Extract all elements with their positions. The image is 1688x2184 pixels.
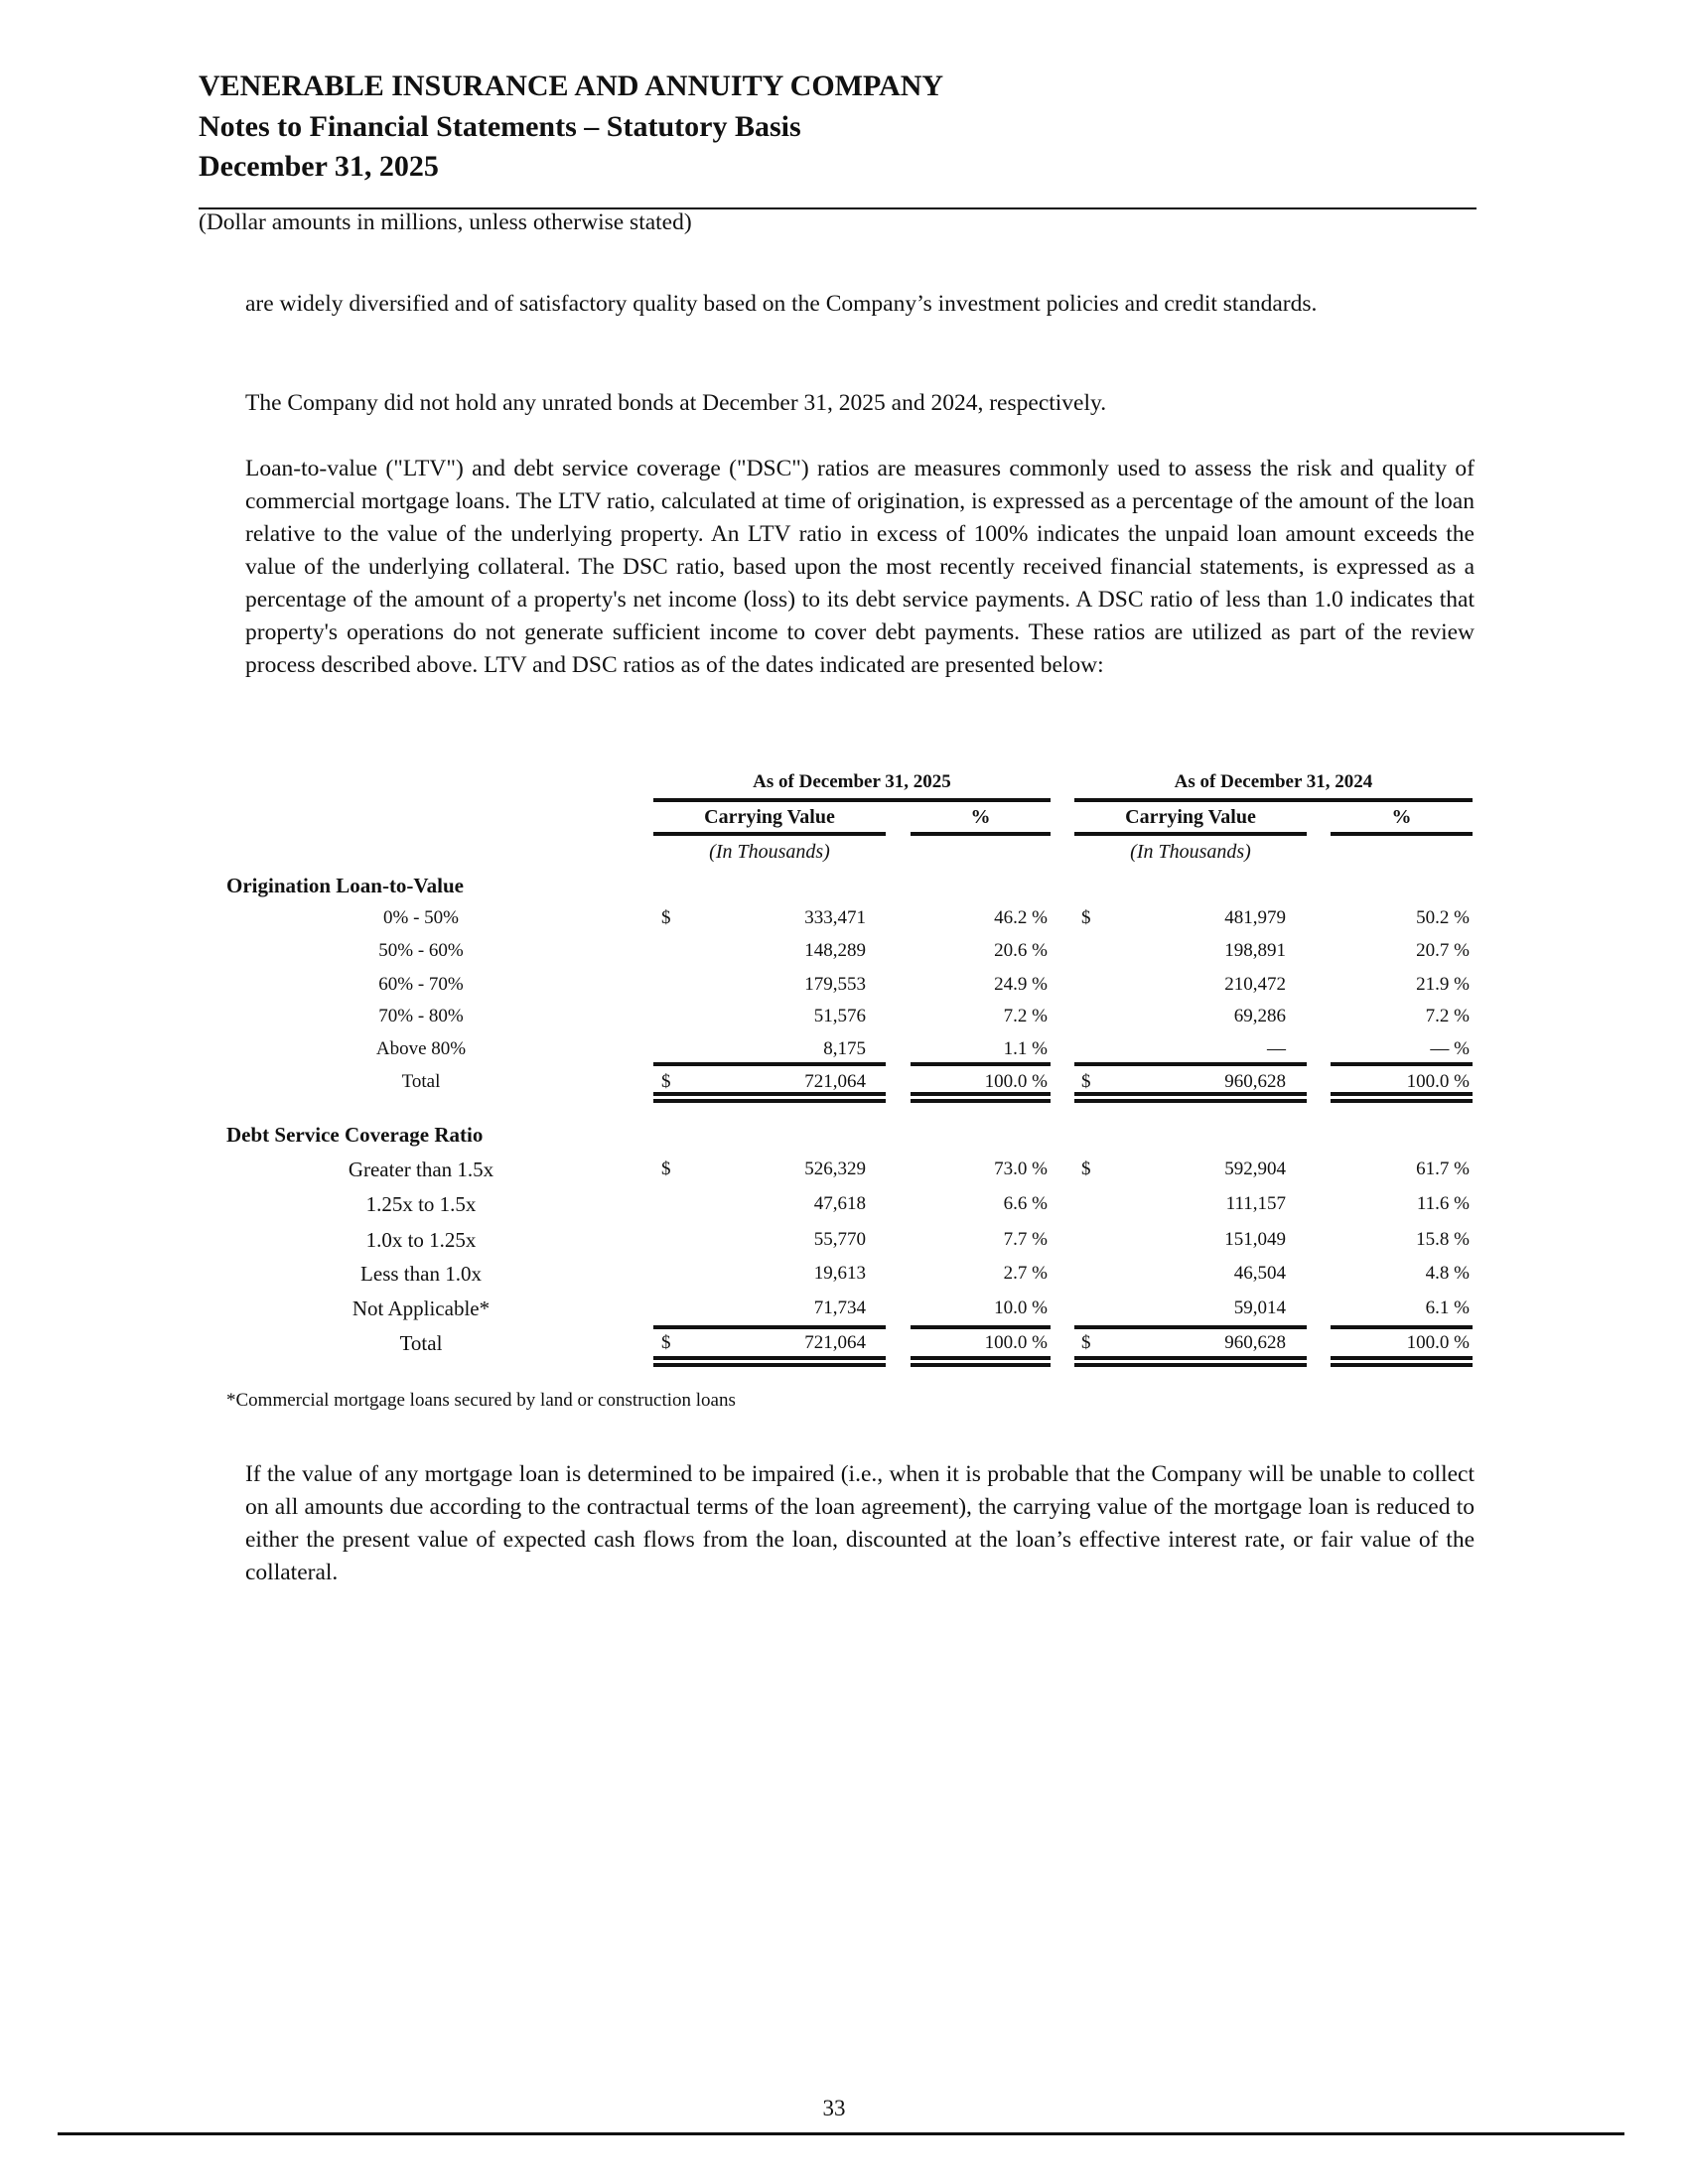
table-row-pct-2024: 50.2 %	[1416, 907, 1470, 928]
footer-rule	[58, 2132, 1624, 2135]
table-row-pct-2024: 20.7 %	[1416, 940, 1470, 961]
subtotal-rule	[653, 1325, 886, 1329]
col-carrying-2024: Carrying Value	[1125, 806, 1256, 828]
paragraph-1: are widely diversified and of satisfactory quality based on the Company’s investment policies and credit standards.	[245, 291, 1318, 317]
total-double-rule	[1331, 1363, 1473, 1367]
total-double-rule	[653, 1099, 886, 1103]
table-row-carrying-2025: 19,613	[813, 1263, 866, 1284]
table-row-label: Greater than 1.5x	[348, 1158, 494, 1181]
subtotal-rule	[653, 1062, 886, 1066]
table-row-pct-2024: 6.1 %	[1425, 1297, 1470, 1318]
table-row-carrying-2025: 71,734	[813, 1297, 866, 1318]
paragraph-2: The Company did not hold any unrated bonds at December 31, 2025 and 2024, respectively.	[245, 390, 1107, 416]
total-double-rule	[911, 1099, 1051, 1103]
currency-2025: $	[661, 1159, 671, 1179]
table-row-label: 0% - 50%	[383, 907, 459, 928]
table-row-carrying-2024: 592,904	[1224, 1159, 1286, 1179]
currency-2025: $	[661, 907, 671, 928]
table-row-carrying-2025: 8,175	[823, 1038, 866, 1059]
total-row-pct-2025: 100.0 %	[984, 1071, 1048, 1092]
table-row-label: 60% - 70%	[378, 974, 464, 995]
subtotal-rule	[1074, 1325, 1307, 1329]
table-row-pct-2024: — %	[1430, 1038, 1470, 1059]
table-row-label: 70% - 80%	[378, 1006, 464, 1026]
table-row-label: Less than 1.0x	[360, 1262, 482, 1286]
total-double-rule	[653, 1363, 886, 1367]
rule	[1331, 832, 1473, 836]
table-row-carrying-2025: 333,471	[804, 907, 866, 928]
rule	[911, 832, 1051, 836]
table-row-pct-2024: 15.8 %	[1416, 1229, 1470, 1250]
table-row-carrying-2024: 198,891	[1224, 940, 1286, 961]
table-row-pct-2025: 1.1 %	[1003, 1038, 1048, 1059]
total-double-rule	[911, 1363, 1051, 1367]
table-row-pct-2025: 10.0 %	[994, 1297, 1048, 1318]
closing-paragraph: If the value of any mortgage loan is determined to be impaired (i.e., when it is probable that the Company will be unable to collect on all amounts due according to the contractual terms of the loan agreement), the carrying value of the mortgage loan is reduced to either the present value of expected cash flows from the loan, discounted at the loan’s effective interest rate, or fair value of the collateral.	[245, 1461, 1475, 1585]
rule	[653, 832, 886, 836]
table-row-carrying-2025: 55,770	[813, 1229, 866, 1250]
table-row-label: Not Applicable*	[352, 1297, 491, 1320]
total-double-rule	[653, 1356, 886, 1360]
subtotal-rule	[1074, 1062, 1307, 1066]
currency-2025: $	[661, 1071, 671, 1092]
table-row-pct-2025: 2.7 %	[1003, 1263, 1048, 1284]
rule	[1074, 798, 1473, 802]
currency-2024: $	[1081, 907, 1091, 928]
total-double-rule	[1331, 1099, 1473, 1103]
table-row-carrying-2024: 481,979	[1224, 907, 1286, 928]
subtotal-rule	[911, 1325, 1051, 1329]
rule	[653, 798, 1051, 802]
total-row-label: Total	[401, 1071, 441, 1092]
table-row-carrying-2025: 51,576	[813, 1006, 866, 1026]
table-row-pct-2024: 21.9 %	[1416, 974, 1470, 995]
table-row-carrying-2024: —	[1267, 1038, 1286, 1059]
subtotal-rule	[911, 1062, 1051, 1066]
total-double-rule	[1074, 1099, 1307, 1103]
table-row-pct-2025: 73.0 %	[994, 1159, 1048, 1179]
total-double-rule	[911, 1356, 1051, 1360]
total-row-carrying-2024: 960,628	[1224, 1071, 1286, 1092]
table-row-label: Above 80%	[375, 1038, 467, 1059]
company-name: VENERABLE INSURANCE AND ANNUITY COMPANY	[199, 69, 944, 102]
table-row-pct-2025: 6.6 %	[1003, 1193, 1048, 1214]
table-row-carrying-2024: 46,504	[1233, 1263, 1286, 1284]
total-row-carrying-2024: 960,628	[1224, 1332, 1286, 1353]
col-pct-2024: %	[1391, 806, 1412, 828]
currency-2024: $	[1081, 1332, 1091, 1353]
table-row-pct-2025: 20.6 %	[994, 940, 1048, 961]
rule	[1074, 832, 1307, 836]
page-number: 33	[822, 2096, 846, 2120]
table-row-pct-2024: 7.2 %	[1425, 1006, 1470, 1026]
table-row-pct-2024: 4.8 %	[1425, 1263, 1470, 1284]
total-row-pct-2025: 100.0 %	[984, 1332, 1048, 1353]
units-2024: (In Thousands)	[1130, 841, 1251, 863]
paragraph-3: Loan-to-value ("LTV") and debt service coverage ("DSC") ratios are measures commonly used to assess the risk and quality of commercial mortgage loans. The LTV ratio, calculated at time of origination, is expressed as a percentage of the amount of the loan relative to the value of the underlying property. An LTV ratio in excess of 100% indicates the unpaid loan amount exceeds the value of the underlying collateral. The DSC ratio, based upon the most recently received financial statements, is expressed as a percentage of the amount of a property's net income (loss) to its debt service payments. A DSC ratio of less than 1.0 indicates that property's operations do not generate sufficient income to cover debt payments. These ratios are utilized as part of the review process described above. LTV and DSC ratios as of the dates indicated are presented below:	[245, 456, 1475, 678]
currency-2024: $	[1081, 1159, 1091, 1179]
total-double-rule	[1074, 1363, 1307, 1367]
col-carrying-2025: Carrying Value	[704, 806, 835, 828]
total-row-carrying-2025: 721,064	[804, 1332, 866, 1353]
table-row-label: 50% - 60%	[378, 940, 464, 961]
total-row-carrying-2025: 721,064	[804, 1071, 866, 1092]
section-title: Origination Loan-to-Value	[226, 874, 464, 897]
group-header-2024: As of December 31, 2024	[1174, 771, 1373, 792]
document-date: December 31, 2025	[199, 150, 439, 183]
currency-2025: $	[661, 1332, 671, 1353]
table-row-label: 1.0x to 1.25x	[365, 1228, 477, 1252]
table-row-pct-2025: 46.2 %	[994, 907, 1048, 928]
group-header-2025: As of December 31, 2025	[753, 771, 951, 792]
footnote: *Commercial mortgage loans secured by land or construction loans	[226, 1390, 736, 1411]
total-double-rule	[1074, 1356, 1307, 1360]
document-subtitle: Notes to Financial Statements – Statutory Basis	[199, 110, 801, 143]
table-row-carrying-2024: 69,286	[1233, 1006, 1286, 1026]
subtotal-rule	[1331, 1062, 1473, 1066]
col-pct-2025: %	[970, 806, 991, 828]
table-row-pct-2024: 61.7 %	[1416, 1159, 1470, 1179]
table-row-pct-2025: 24.9 %	[994, 974, 1048, 995]
total-row-pct-2024: 100.0 %	[1406, 1332, 1470, 1353]
table-row-carrying-2025: 148,289	[804, 940, 866, 961]
table-row-carrying-2025: 47,618	[813, 1193, 866, 1214]
table-row-carrying-2024: 59,014	[1233, 1297, 1286, 1318]
section-title: Debt Service Coverage Ratio	[226, 1123, 484, 1147]
table-row-carrying-2025: 526,329	[804, 1159, 866, 1179]
subtotal-rule	[1331, 1325, 1473, 1329]
table-row-pct-2025: 7.2 %	[1003, 1006, 1048, 1026]
total-double-rule	[1331, 1356, 1473, 1360]
total-row-label: Total	[399, 1331, 443, 1355]
units-2025: (In Thousands)	[709, 841, 830, 863]
currency-2024: $	[1081, 1071, 1091, 1092]
table-row-carrying-2024: 111,157	[1225, 1193, 1286, 1214]
table-row-pct-2025: 7.7 %	[1003, 1229, 1048, 1250]
units-note: (Dollar amounts in millions, unless otherwise stated)	[199, 209, 692, 235]
table-row-carrying-2024: 210,472	[1224, 974, 1286, 995]
total-row-pct-2024: 100.0 %	[1406, 1071, 1470, 1092]
table-row-carrying-2025: 179,553	[804, 974, 866, 995]
table-row-carrying-2024: 151,049	[1224, 1229, 1286, 1250]
table-row-label: 1.25x to 1.5x	[365, 1192, 477, 1216]
table-row-pct-2024: 11.6 %	[1416, 1193, 1470, 1214]
